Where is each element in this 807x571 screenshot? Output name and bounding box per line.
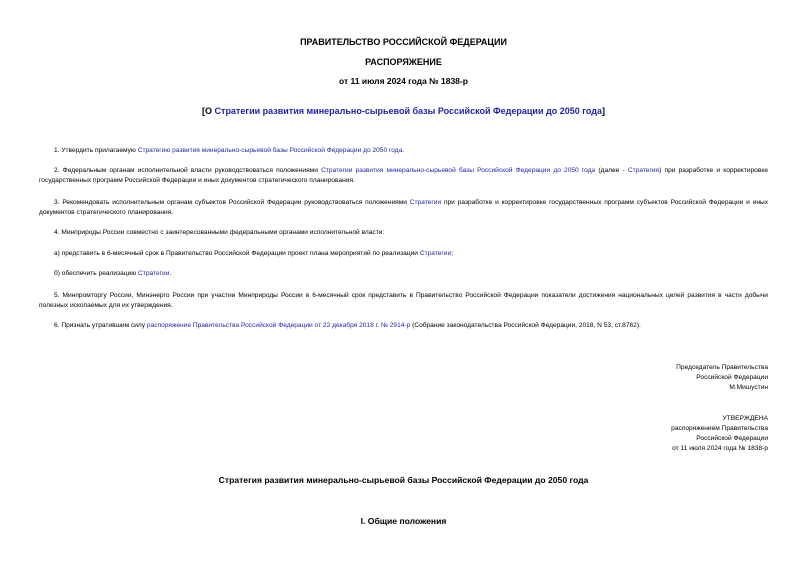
title-open: [О [202, 106, 215, 116]
p4b-text: б) обеспечить реализацию [54, 270, 139, 277]
paragraph-4: 4. Минприроды России совместно с заинтересованными федеральными органами исполнительной власти: [54, 229, 385, 236]
p4a-link[interactable]: Стратегии [419, 250, 452, 257]
p4b-end: . [169, 270, 172, 277]
p2-mid: (далее - [595, 167, 628, 174]
title-close: ] [601, 106, 605, 116]
doc-type-heading: РАСПОРЯЖЕНИЕ [365, 57, 442, 67]
approval-line-1: УТВЕРЖДЕНА [722, 415, 768, 422]
p6-link[interactable]: распоряжение Правительства Российской Федерации от 22 декабря 2018 г. № 2914-р [146, 322, 411, 329]
paragraph-2 [39, 166, 768, 186]
p3-text: 3. Рекомендовать исполнительным органам субъектов Российской Федерации руководствоваться положениями [54, 199, 410, 206]
date-number: от 11 июля 2024 года № 1838-р [339, 76, 468, 86]
p2-link[interactable]: Стратегии развития минерально-сырьевой базы Российской Федерации до 2050 года [321, 167, 596, 174]
strategy-title: Стратегия развития минерально-сырьевой базы Российской Федерации до 2050 года [218, 475, 589, 485]
p2-end: ) при разработке и корректировке государственных программ Российской Федерации и иных документов стратегического планирования. [39, 167, 768, 184]
approval-line-3: Российской Федерации [696, 435, 768, 442]
p4a-text: а) представить в 6-месячный срок в Правительство Российской Федерации проект плана мероприятий по реализации [54, 250, 420, 257]
p3-end: при разработке и корректировке государственных программ субъектов Российской Федерации и иных документов стратегического планирования. [39, 199, 769, 216]
doc-title [0, 106, 807, 116]
org-heading: ПРАВИТЕЛЬСТВО РОССИЙСКОЙ ФЕДЕРАЦИИ [300, 37, 507, 47]
paragraph-3 [39, 198, 768, 218]
signature-line-3: М.Мишустин [729, 384, 768, 391]
paragraph-4a [39, 249, 768, 259]
approval-block [671, 414, 768, 454]
p2-text: 2. Федеральным органам исполнительной власти руководствоваться положениями [54, 167, 322, 174]
signature-line-2: Российской Федерации [696, 374, 768, 381]
p4b-link[interactable]: Стратегии [138, 270, 170, 277]
p4a-end: ; [451, 250, 454, 257]
approval-line-4: от 11 июля 2024 года № 1838-р [672, 445, 768, 452]
paragraph-4b [39, 269, 768, 279]
p1-text: 1. Утвердить прилагаемую [54, 147, 138, 154]
p6-text: 6. Признать утратившим силу [54, 322, 147, 329]
title-link[interactable]: Стратегии развития минерально-сырьевой базы Российской Федерации до 2050 года [214, 106, 602, 116]
signature-block [676, 363, 768, 393]
p3-link[interactable]: Стратегии [409, 199, 442, 206]
paragraph-6 [39, 321, 768, 331]
signature-line-1: Председатель Правительства [676, 364, 768, 371]
p6-end: (Собрание законодательства Российской Федерации, 2018, N 53, ст.8762). [410, 322, 641, 329]
paragraph-1 [39, 146, 768, 156]
paragraph-5: 5. Минпромторгу России, Минэнерго России при участии Минприроды России в 6-месячный срок представить в Правительство Российской Федерации показатели достижения национальных целей развития в части добычи полезных ископаемых для их утверждения. [39, 292, 768, 309]
approval-line-2: распоряжением Правительства [671, 425, 768, 432]
p1-link[interactable]: Стратегию развития минерально-сырьевой базы Российской Федерации до 2050 года [137, 147, 403, 154]
p2-link-strategy[interactable]: Стратегия [627, 167, 660, 174]
section-heading: I. Общие положения [360, 516, 447, 526]
p1-end: . [402, 147, 405, 154]
